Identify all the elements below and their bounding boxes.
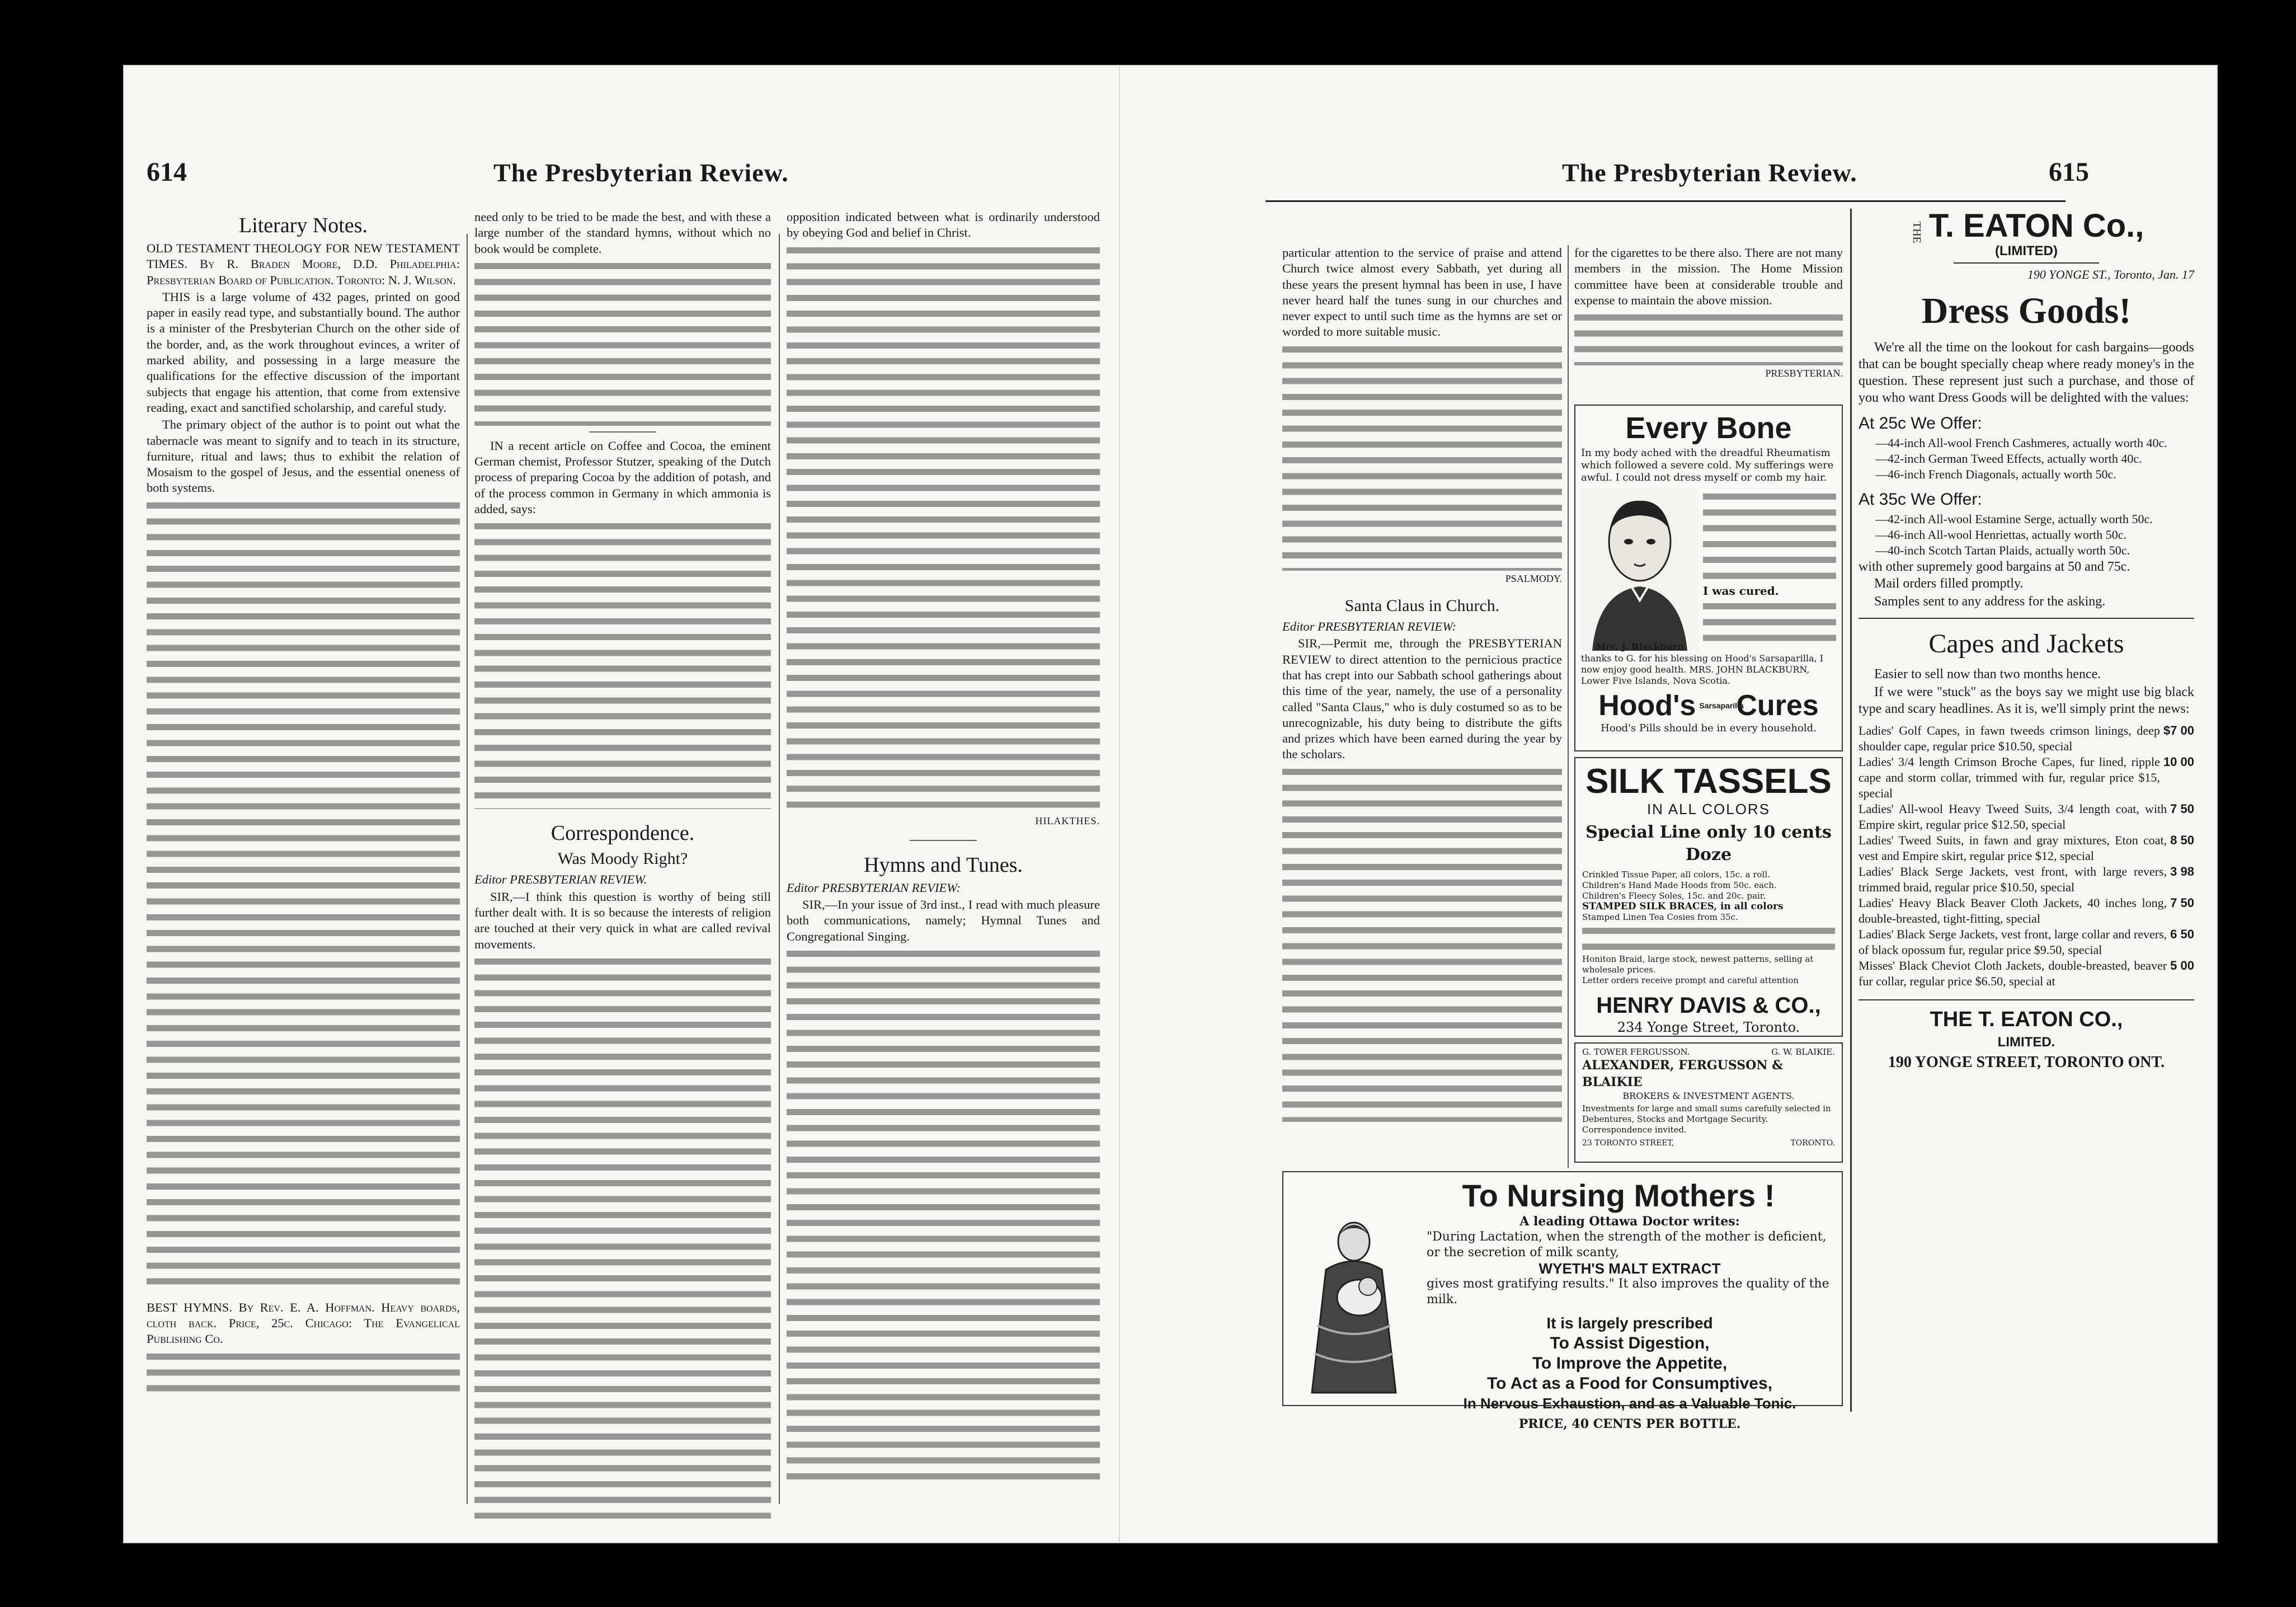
price-item: Misses' Black Cheviot Cloth Jackets, double-breasted, beaver fur collar, regular price $6.50, special at bbox=[1859, 958, 2167, 988]
price-item: Ladies' 3/4 length Crimson Broche Capes, fur lined, ripple cape and storm collar, trimmed with fur, regular price $15, special bbox=[1859, 754, 2160, 800]
body-text-placeholder bbox=[1282, 341, 1562, 571]
cocoa-paragraph: IN a recent article on Coffee and Cocoa, the eminent German chemist, Professor Stutzer, speaking of the Dutch process of preparing Cocoa by the addition of potash, and of the process common in Germany in which ammonia is added, says: bbox=[474, 438, 771, 516]
mother-child-icon bbox=[1292, 1214, 1415, 1398]
ad-lead-text: In my body ached with the dreadful Rheumatism which followed a severe cold. My sufferings were awful. I could not dress myself or comb my hair. bbox=[1581, 447, 1834, 483]
offer-item: —42-inch German Tweed Effects, actually worth 40c. bbox=[1875, 451, 2142, 466]
ad-item: Stamped Linen Tea Cosies from 35c. bbox=[1582, 912, 1738, 922]
offer-item: —42-inch All-wool Estamine Serge, actually worth 50c. bbox=[1875, 511, 2153, 526]
body-text-placeholder bbox=[147, 1348, 460, 1399]
ad-item: Children's Fleecy Soles, 15c. and 20c. pair. bbox=[1582, 891, 1766, 901]
column-psalmody bbox=[1282, 245, 1562, 1168]
ad-headline: To Nursing Mothers ! bbox=[1462, 1178, 1775, 1213]
doctor-line: A leading Ottawa Doctor writes: bbox=[1519, 1214, 1740, 1229]
ad-item-list bbox=[1582, 870, 1835, 986]
pills-line: Hood's Pills should be in every household. bbox=[1601, 722, 1817, 734]
ad-subheadline: IN ALL COLORS bbox=[1646, 801, 1771, 817]
column-mission-text bbox=[1574, 245, 1843, 396]
firm-street: 23 TORONTO STREET, bbox=[1582, 1139, 1674, 1148]
divider bbox=[910, 840, 977, 841]
offer-tail: with other supremely good bargains at 50 and 75c. bbox=[1859, 559, 2130, 574]
review-paragraph: THIS is a large volume of 432 pages, printed on good paper in easily read type, and substantially bound. The author is a minister of the Presbyterian Church on the other side of the border, and, as the work throughout evinces, a writer of marked ability, and possessing in a large measure the qualifications for the effective discussion of the important subjects that engage his attention, that come from extensive reading, exact and sanctified scholarship, and careful study. bbox=[147, 289, 460, 415]
section-title: Literary Notes. bbox=[238, 214, 368, 237]
column-literary-notes bbox=[147, 209, 460, 1496]
ad-item: Honiton Braid, large stock, newest patterns, selling at wholesale prices. bbox=[1582, 954, 1814, 975]
price-list-row bbox=[1859, 801, 2194, 833]
column-right bbox=[787, 209, 1100, 1496]
product-name: WYETH'S MALT EXTRACT bbox=[1538, 1260, 1721, 1277]
partner-name: G. W. BLAIKIE. bbox=[1771, 1047, 1835, 1057]
left-page bbox=[124, 66, 1120, 1542]
ad-claim: To Improve the Appetite, bbox=[1532, 1354, 1728, 1373]
continued-text: particular attention to the service of praise and attend Church twice almost every Sabbath, yet during all these years the present hymnal has been in use, I have never heard half the tunes sung in our churches and never expect to until such time as the hymns are set or worded to more suitable music. bbox=[1282, 246, 1562, 339]
price-value: 7 50 bbox=[2170, 895, 2194, 910]
price-item: Ladies' Heavy Black Beaver Cloth Jackets, 40 inches long, double-breasted, tight-fitting, special bbox=[1859, 895, 2167, 925]
partner-name: G. TOWER FERGUSSON. bbox=[1582, 1047, 1690, 1057]
page-number: 615 bbox=[2049, 157, 2089, 187]
article-title: Santa Claus in Church. bbox=[1344, 596, 1500, 615]
ad-claim: In Nervous Exhaustion, and as a Valuable Tonic. bbox=[1463, 1395, 1796, 1412]
review-paragraph: The primary object of the author is to point out what the tabernacle was meant to signify and to teach in its structure, furniture, ritual and laws; thus to exhibit the relation of Mosaism to the gospel of Jesus, and the essential oneness of both systems. bbox=[147, 417, 460, 495]
body-text-placeholder bbox=[787, 946, 1100, 1483]
eaton-address-date: 190 YONGE ST., Toronto, Jan. 17 bbox=[2027, 267, 2194, 282]
offer-title: At 35c We Offer: bbox=[1859, 490, 1982, 509]
dress-goods-intro: We're all the time on the lookout for cash bargains—goods that can be bought specially cheap where ready money's in the question. These represent just such a purchase, and those of you who want Dress Goods will be delighted with the values: bbox=[1859, 340, 2194, 405]
continued-text: opposition indicated between what is ordinarily understood by obeying God and belief in Christ. bbox=[787, 210, 1100, 240]
price-item: Ladies' Tweed Suits, in fawn and gray mixtures, Eton coat, vest and Empire skirt, regular price $12, special bbox=[1859, 833, 2167, 863]
ad-claim: To Assist Digestion, bbox=[1550, 1334, 1710, 1352]
book-entry: OLD TESTAMENT THEOLOGY FOR NEW TESTAMENT TIMES. By R. Braden Moore, D.D. Philadelphia: Presbyterian Board of Publication. Toronto: N. J. Wilson. bbox=[147, 241, 460, 287]
page-number: 614 bbox=[147, 157, 187, 187]
eaton-advertisement bbox=[1859, 209, 2194, 1429]
article-subtitle: Was Moody Right? bbox=[557, 849, 688, 868]
column-middle bbox=[474, 209, 771, 1496]
eaton-the: THE bbox=[1910, 222, 1923, 243]
offer-item: —46-inch French Diagonals, actually worth 50c. bbox=[1875, 467, 2116, 481]
price-list-row bbox=[1859, 723, 2194, 754]
signature: HILAKTHES. bbox=[1035, 815, 1100, 826]
divider bbox=[1859, 999, 2194, 1000]
signature: PRESBYTERIAN. bbox=[1765, 368, 1843, 379]
editor-line: Editor PRESBYTERIAN REVIEW: bbox=[787, 880, 961, 895]
continued-text: need only to be tried to be made the best, and with these a large number of the standard hymns, without which no book would be complete. bbox=[474, 210, 771, 256]
offer-item: —46-inch All-wool Henriettas, actually worth 50c. bbox=[1875, 527, 2127, 542]
body-text-placeholder bbox=[1703, 598, 1836, 645]
price-value: 7 50 bbox=[2170, 801, 2194, 816]
capes-intro-2: If we were "stuck" as the boys say we might use big black type and scary headlines. As it is, we'll simply print the news: bbox=[1859, 684, 2194, 716]
body-text-placeholder bbox=[787, 242, 1100, 813]
mother-child-illustration bbox=[1292, 1214, 1415, 1398]
price-list-row bbox=[1859, 864, 2194, 895]
ad-item: Children's Hand Made Hoods from 50c. each. bbox=[1582, 880, 1777, 890]
ad-claim: To Act as a Food for Consumptives, bbox=[1486, 1374, 1773, 1393]
cured-text: I was cured. bbox=[1703, 584, 1779, 598]
wyeth-malt-extract-ad bbox=[1282, 1171, 1843, 1431]
left-page-header bbox=[124, 157, 1120, 196]
letter-opening: SIR,—Permit me, through the PRESBYTERIAN REVIEW to direct attention to the pernicious practice that has crept into our Sabbath school gatherings about this time of the year, namely, the use of a personality called "Santa Claus," who is duly costumed so as to be unrecognizable, his duty being to distribute the gifts and prizes which have been earned during the year by the scholars. bbox=[1282, 636, 1562, 762]
body-text-placeholder bbox=[474, 258, 771, 426]
price-list-row bbox=[1859, 833, 2194, 864]
price-list-row bbox=[1859, 958, 2194, 989]
firm-address: 234 Yonge Street, Toronto. bbox=[1617, 1019, 1800, 1035]
page-header-title: The Presbyterian Review. bbox=[1562, 158, 1857, 187]
cures-text: Cures bbox=[1736, 689, 1819, 722]
price-value: 8 50 bbox=[2170, 833, 2194, 847]
eaton-footer-name: THE T. EATON CO., bbox=[1930, 1007, 2123, 1031]
price-value: 10 00 bbox=[2163, 754, 2194, 769]
price-list bbox=[1859, 723, 2194, 989]
column-rule bbox=[467, 234, 468, 1504]
price-value: 3 98 bbox=[2170, 864, 2194, 878]
column-rule bbox=[1850, 209, 1852, 1412]
continued-text: for the cigarettes to be there also. There are not many members in the mission. The Home Mission committee have been at considerable trouble and expense to maintain the above mission. bbox=[1574, 246, 1843, 307]
samples-text: Samples sent to any address for the asking. bbox=[1874, 594, 2106, 609]
eaton-footer-limited: LIMITED. bbox=[1997, 1034, 2055, 1050]
editor-line: Editor PRESBYTERIAN REVIEW. bbox=[474, 872, 647, 887]
brand-product: Sarsaparilla bbox=[1699, 701, 1744, 710]
body-text-placeholder bbox=[474, 518, 771, 809]
firm-name: ALEXANDER, FERGUSSON & BLAIKIE bbox=[1582, 1058, 1783, 1089]
brand-name: Hood's bbox=[1598, 689, 1696, 722]
book-entry: BEST HYMNS. By Rev. E. A. Hoffman. Heavy boards, cloth back. Price, 25c. Chicago: The Evangelical Publishing Co. bbox=[147, 1300, 460, 1346]
ad-headline: SILK TASSELS bbox=[1585, 762, 1832, 801]
body-text-placeholder bbox=[1703, 488, 1836, 584]
firm-body: Investments for large and small sums carefully selected in Debentures, Stocks and Mortgage Security. Correspondence invited. bbox=[1582, 1103, 1831, 1135]
mail-orders-text: Mail orders filled promptly. bbox=[1874, 576, 2024, 591]
price-value: 6 50 bbox=[2170, 927, 2194, 941]
divider bbox=[1954, 262, 2099, 264]
doctor-quote: "During Lactation, when the strength of the mother is deficient, or the secretion of milk scanty, bbox=[1427, 1230, 1827, 1260]
ad-price: PRICE, 40 CENTS PER BOTTLE. bbox=[1518, 1417, 1741, 1431]
eaton-name: T. EATON Co., bbox=[1928, 208, 2144, 244]
ad-headline: Every Bone bbox=[1625, 411, 1792, 445]
firm-city: TORONTO. bbox=[1790, 1139, 1835, 1148]
product-result: gives most gratifying results." It also improves the quality of the milk. bbox=[1427, 1277, 1829, 1307]
body-text-placeholder bbox=[1282, 764, 1562, 1122]
capes-jackets-title: Capes and Jackets bbox=[1928, 628, 2124, 659]
silk-tassels-ad bbox=[1574, 757, 1843, 1037]
header-rule bbox=[1265, 200, 2066, 202]
price-item: Ladies' Black Serge Jackets, vest front, large collar and revers, of black opossum fur, regular price $9.50, special bbox=[1859, 927, 2167, 957]
ad-claim: It is largely prescribed bbox=[1546, 1314, 1713, 1332]
portrait-illustration bbox=[1581, 488, 1699, 651]
column-rule bbox=[779, 234, 780, 1504]
hoods-sarsaparilla-ad bbox=[1574, 405, 1843, 751]
letter-opening: SIR,—In your issue of 3rd inst., I read with much pleasure both communications, namely; Hymnal Tunes and Congregational Singing. bbox=[787, 898, 1100, 943]
offer-title: At 25c We Offer: bbox=[1859, 414, 1982, 433]
price-value: $7 00 bbox=[2163, 723, 2194, 737]
price-item: Ladies' All-wool Heavy Tweed Suits, 3/4 length coat, with Empire skirt, regular price $12.50, special bbox=[1859, 801, 2167, 831]
editor-line: Editor PRESBYTERIAN REVIEW: bbox=[1282, 619, 1456, 634]
body-text-placeholder bbox=[1582, 923, 1835, 954]
section-title: Correspondence. bbox=[551, 821, 695, 845]
firm-name: HENRY DAVIS & CO., bbox=[1596, 993, 1821, 1018]
testimonial-signoff: thanks to G. for his blessing on Hood's Sarsaparilla, I now enjoy good health. MRS. JOHN BLACKBURN, Lower Five Islands, Nova Scotia. bbox=[1581, 653, 1823, 686]
fergusson-blaikie-ad bbox=[1574, 1042, 1843, 1163]
firm-description: BROKERS & INVESTMENT AGENTS. bbox=[1622, 1091, 1795, 1101]
offer-item: —44-inch All-wool French Cashmeres, actually worth 40c. bbox=[1875, 435, 2167, 450]
ad-item: Crinkled Tissue Paper, all colors, 15c. a roll. bbox=[1582, 870, 1770, 880]
ad-special: Special Line only 10 cents Doze bbox=[1585, 823, 1832, 864]
price-list-row bbox=[1859, 754, 2194, 801]
letter-opening: SIR,—I think this question is worthy of being still further dealt with. It is so because the interests of religion are touched at their very quick in what are called revival movements. bbox=[474, 889, 771, 951]
woman-portrait-icon bbox=[1581, 488, 1699, 651]
price-item: Ladies' Golf Capes, in fawn tweeds crimson linings, deep shoulder cape, regular price $10.50, special bbox=[1859, 723, 2160, 753]
price-list-row bbox=[1859, 927, 2194, 958]
body-text-placeholder bbox=[147, 497, 460, 1292]
offer-item: —40-inch Scotch Tartan Plaids, actually worth 50c. bbox=[1875, 543, 2130, 557]
right-page bbox=[1120, 66, 2217, 1542]
portrait-caption: Mrs. J. Blackburn bbox=[1596, 641, 1684, 652]
ad-item: Letter orders receive prompt and careful attention bbox=[1582, 975, 1799, 985]
divider bbox=[1859, 618, 2194, 619]
body-text-placeholder bbox=[474, 953, 771, 1519]
divider bbox=[589, 431, 656, 433]
eaton-limited: (LIMITED) bbox=[1995, 243, 2058, 259]
right-page-header bbox=[1120, 157, 2217, 196]
body-text-placeholder bbox=[1574, 309, 1843, 365]
section-title: Hymns and Tunes. bbox=[864, 853, 1023, 877]
capes-intro: Easier to sell now than two months hence. bbox=[1874, 666, 2101, 682]
eaton-footer-address: 190 YONGE STREET, TORONTO ONT. bbox=[1888, 1053, 2165, 1071]
price-list-row bbox=[1859, 895, 2194, 927]
dress-goods-title: Dress Goods! bbox=[1921, 290, 2132, 331]
ad-item: STAMPED SILK BRACES, in all colors bbox=[1582, 901, 1784, 912]
column-rule bbox=[1568, 245, 1569, 1168]
price-item: Ladies' Black Serge Jackets, vest front, with large revers, trimmed braid, regular price $10.50, special bbox=[1859, 864, 2167, 894]
signature: PSALMODY. bbox=[1505, 572, 1562, 584]
page-header-title: The Presbyterian Review. bbox=[493, 158, 789, 187]
price-value: 5 00 bbox=[2170, 958, 2194, 972]
